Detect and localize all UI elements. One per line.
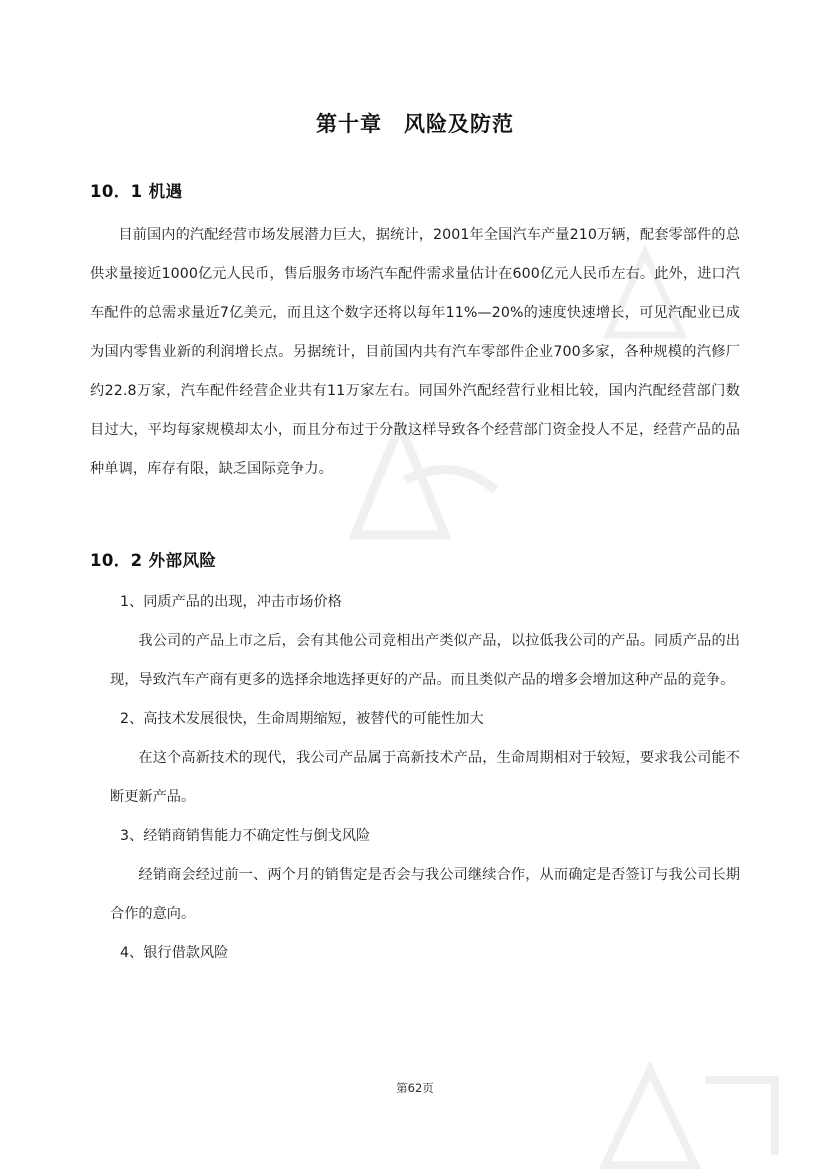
list-item [90,700,740,817]
risk-item-title-1: 1、同质产品的出现，冲击市场价格 [120,594,342,610]
risk-item-body-3: 经销商会经过前一、两个月的销售定是否会与我公司继续合作，从而确定是否签订与我公司长期合作的意向。 [110,867,740,922]
risk-item-title-3: 3、经销商销售能力不确定性与倒戈风险 [120,828,371,844]
risk-item-body-1: 我公司的产品上市之后，会有其他公司竞相出产类似产品，以拉低我公司的产品。同质产品的出现，导致汽车产商有更多的选择余地选择更好的产品。而且类似产品的增多会增加这种产品的竞争。 [110,633,740,688]
list-item [90,934,740,973]
watermark-graphic-secondary [600,1060,790,1174]
risk-item-body-2: 在这个高新技术的现代，我公司产品属于高新技术产品，生命周期相对于较短，要求我公司能不断更新产品。 [110,750,740,805]
section-heading-10-2: 10．2 外部风险 [90,551,217,570]
list-item [90,583,740,700]
page-number-footer: 第62页 [396,1081,434,1095]
risk-item-title-2: 2、高技术发展很快，生命周期缩短，被替代的可能性加大 [120,711,484,727]
section-heading-10-1: 10．1 机遇 [90,182,183,201]
risk-item-title-4: 4、银行借款风险 [120,945,229,961]
page-title: 第十章 风险及防范 [316,112,514,136]
list-item [90,817,740,934]
external-risk-list [90,571,740,973]
section-10-1-paragraph: 目前国内的汽配经营市场发展潜力巨大，据统计，2001年全国汽车产量210万辆，配套零部件的总供求量接近1000亿元人民币，售后服务市场汽车配件需求量估计在600亿元人民币左右。此外，进口汽车配件的总需求量近7亿美元，而且这个数字还将以每年11%—20%的速度快速增长，可见汽配业已成为国内零售业新的利润增长点。另据统计，目前国内共有汽车零部件企业700多家，各种规模的汽修厂约22.8万家，汽车配件经营企业共有11万家左右。同国外汽配经营行业相比较，国内汽配经营部门数目过大，平均每家规模却太小，而且分布过于分散这样导致各个经营部门资金投人不足，经营产品的品种单调，库存有限，缺乏国际竞争力。 [90,227,740,477]
